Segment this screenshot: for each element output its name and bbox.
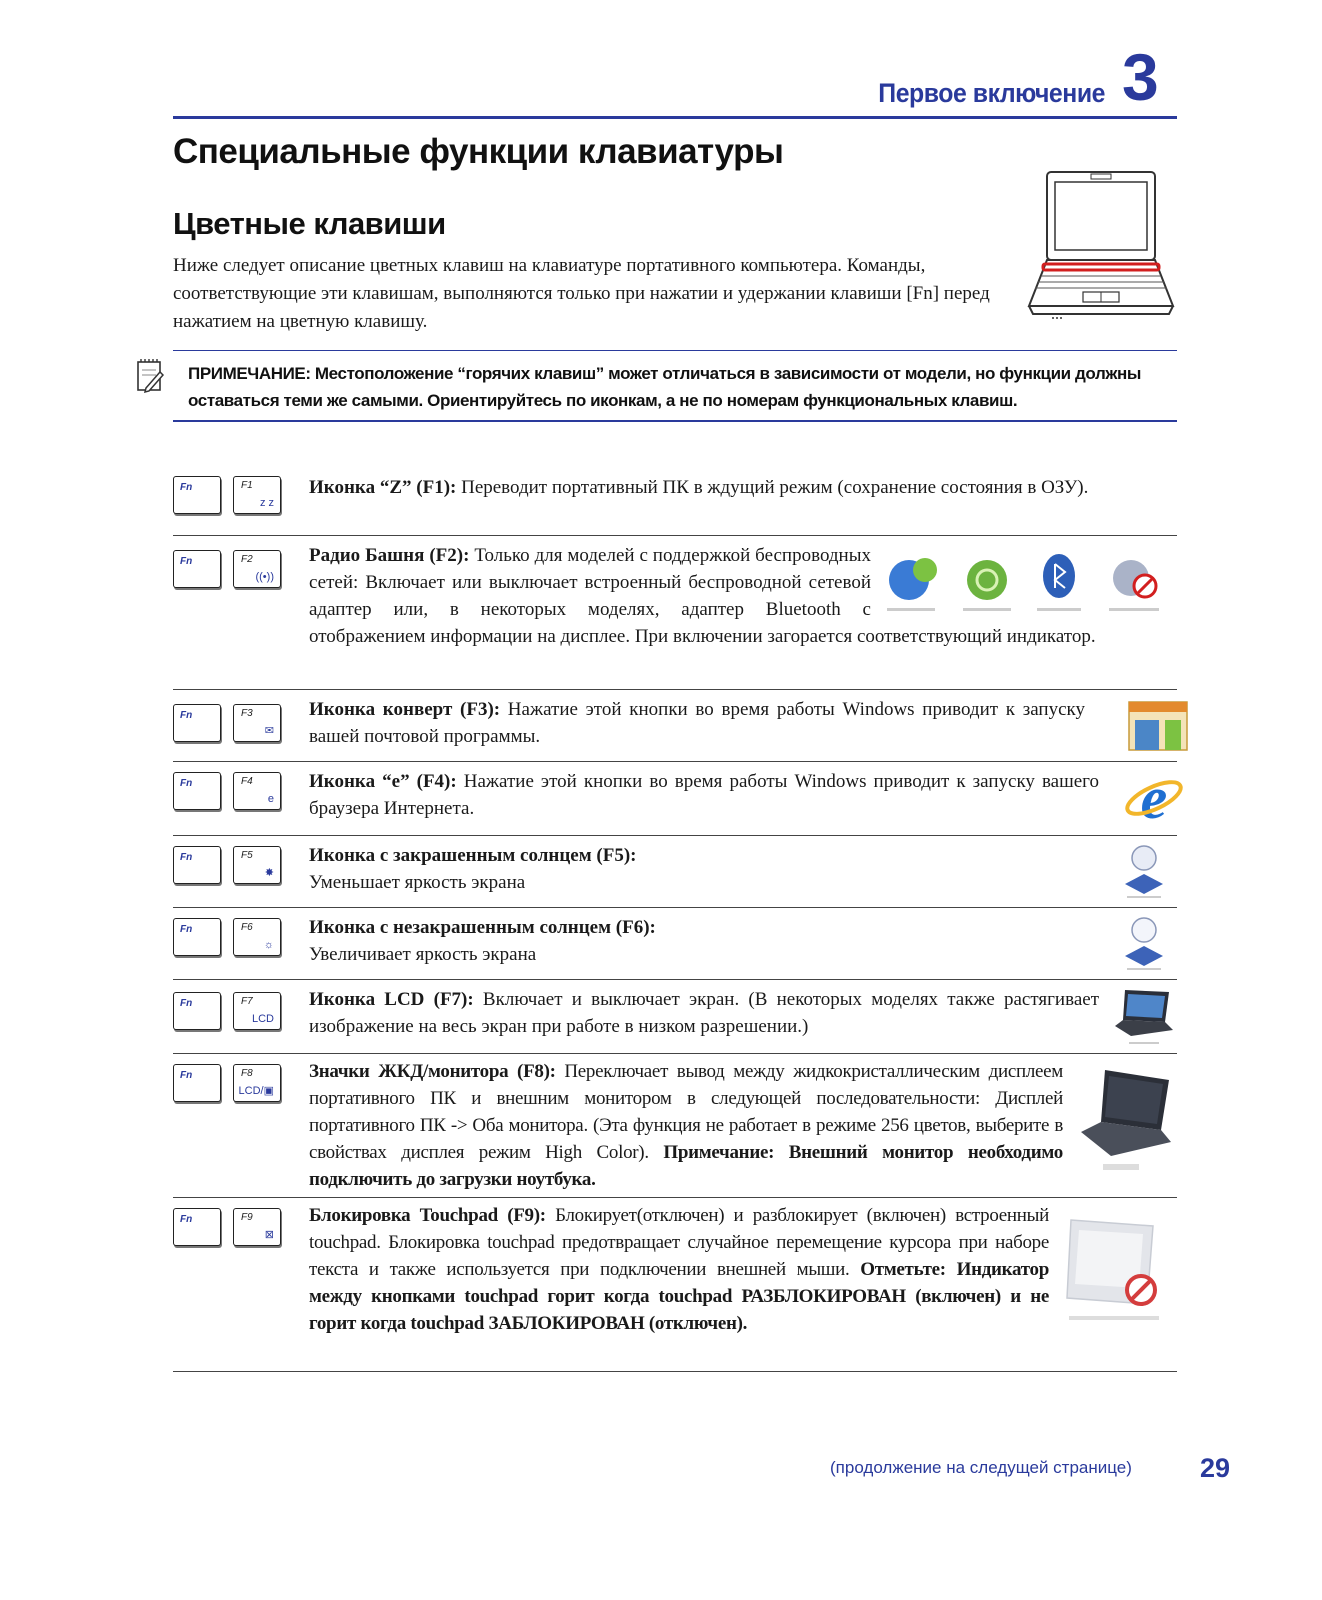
note-pad-icon: [136, 358, 164, 394]
note-rule-bottom: [173, 420, 1177, 422]
hotkey-desc-f1: Иконка “Z” (F1): Переводит портативный ПК в ждущий режим (сохранение состояния в ОЗУ).: [309, 477, 1089, 498]
hotkey-row-f4: [173, 762, 1177, 836]
brightness-up-icon: [1119, 912, 1169, 972]
fn-key-icon: Fn: [173, 992, 221, 1030]
fn-key-icon: Fn: [173, 476, 221, 514]
page-title: Специальные функции клавиатуры: [173, 132, 784, 171]
section-title: Цветные клавиши: [173, 206, 446, 241]
internet-explorer-icon: [1123, 766, 1185, 828]
fn-key-icon: Fn: [173, 550, 221, 588]
continued-note: (продолжение на следущей странице): [830, 1458, 1132, 1477]
mail-program-icon: [1127, 698, 1189, 754]
hotkey-row-f7: [173, 980, 1177, 1054]
external-monitor-laptop-icon: [1077, 1066, 1173, 1176]
fn-key-icon: Fn: [173, 918, 221, 956]
hotkey-row-f9: [173, 1198, 1177, 1372]
page-number: 29: [1200, 1453, 1231, 1483]
note-text: ПРИМЕЧАНИЕ: Местоположение “горячих клавиш” может отличаться в зависимости от модели, но функции должны оставаться теми же самыми. Ориентируйтесь по иконкам, а не по номерам функциональных клавиш.: [188, 364, 1142, 410]
hotkey-row-f6: [173, 908, 1177, 980]
hotkey-row-f8: [173, 1054, 1177, 1198]
hotkey-desc-f7: Иконка LCD (F7): Включает и выключает экран. (В некоторых моделях также растягивает изображение на весь экран при работе в низком разрешении.): [309, 989, 1099, 1037]
f4-key-icon: F4 e: [233, 772, 281, 810]
hotkey-desc-f6: Иконка с незакрашенным солнцем (F6): Увеличивает яркость экрана: [309, 917, 656, 965]
svg-text:e: e: [1140, 766, 1168, 828]
fn-key-icon: Fn: [173, 704, 221, 742]
f1-key-icon: F1 z z: [233, 476, 281, 514]
intro-paragraph: Ниже следует описание цветных клавиш на клавиатуре портативного компьютера. Команды, соответствующие эти клавишам, выполняются только при нажатии и удержании клавиши [Fn] перед нажатием на цветную клавишу.: [173, 255, 990, 332]
header-rule: [173, 116, 1177, 119]
f9-key-icon: F9 ⊠: [233, 1208, 281, 1246]
f2-key-icon: F2 ((•)): [233, 550, 281, 588]
fn-key-icon: Fn: [173, 846, 221, 884]
brightness-down-icon: [1119, 840, 1169, 900]
fn-key-icon: Fn: [173, 1064, 221, 1102]
hotkey-desc-f3: Иконка конверт (F3): Нажатие этой кнопки во время работы Windows приводит к запуску вашей почтовой программы.: [309, 699, 1085, 747]
f3-key-icon: F3 ✉: [233, 704, 281, 742]
f7-key-icon: F7 LCD: [233, 992, 281, 1030]
chapter-title: Первое включение: [878, 78, 1105, 108]
hotkey-row-f5: [173, 836, 1177, 908]
f5-key-icon: F5 ✸: [233, 846, 281, 884]
hotkey-desc-f9: Блокировка Touchpad (F9): Блокирует(отключен) и разблокирует (включен) встроенный touchpad. Блокировка touchpad предотвращает случайное перемещение курсора при наборе текста и также используется при подключении внешней мыши. Отметьте: Индикатор между кнопками touchpad горит когда touchpad РАЗБЛОКИРОВАН (включен) и не горит когда touchpad ЗАБЛОКИРОВАН (отключен).: [309, 1205, 1049, 1334]
lcd-laptop-icon: [1111, 986, 1175, 1046]
note-rule-top: [173, 350, 1177, 351]
chapter-number: 3: [1122, 40, 1159, 114]
hotkey-desc-f8: Значки ЖКД/монитора (F8): Переключает вывод между жидкокристаллическим дисплеем портативного ПК и внешним монитором в следующей последовательности: Дисплей портативного ПК -> Оба монитора. (Эта функция не работает в режиме 256 цветов, выберите в свойствах дисплея режим High Color). Примечание: Внешний монитор необходимо подключить до загрузки ноутбука.: [309, 1061, 1064, 1190]
hotkey-row-f3: [173, 690, 1177, 762]
fn-key-icon: Fn: [173, 1208, 221, 1246]
f8-key-icon: F8 LCD/▣: [233, 1064, 281, 1102]
f6-key-icon: F6 ☼: [233, 918, 281, 956]
touchpad-lock-icon: [1061, 1212, 1165, 1332]
hotkey-row-f1: [173, 470, 1177, 536]
hotkey-desc-f4: Иконка “e” (F4): Нажатие этой кнопки во время работы Windows приводит к запуску вашего браузера Интернета.: [309, 771, 1099, 819]
hotkey-desc-f5: Иконка с закрашенным солнцем (F5): Уменьшает яркость экрана: [309, 845, 637, 893]
hotkey-row-f2: [173, 536, 1177, 690]
laptop-icon: [1025, 168, 1177, 328]
hotkey-desc-f2: Радио Башня (F2): Только для моделей с поддержкой беспроводных сетей: Включает или выключает встроенный беспроводной сетевой адаптер или, в некоторых моделях, адаптер Bluetooth с отображением информации на дисплее. При включении загорается соответствующий индикатор.: [309, 545, 1096, 647]
fn-key-icon: Fn: [173, 772, 221, 810]
